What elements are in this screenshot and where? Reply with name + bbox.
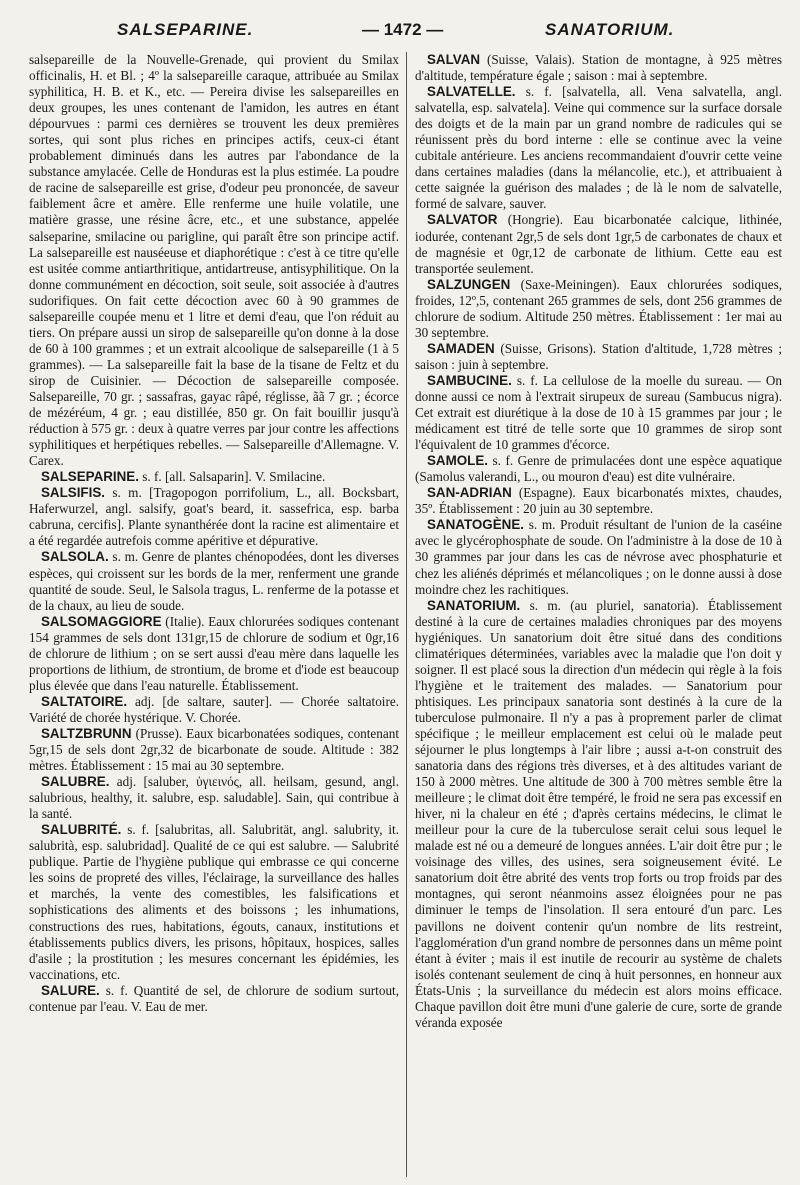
headword: SALSIFIS. [41,485,105,501]
entry-salseparine [29,469,399,485]
entry-text: s. f. Genre de primulacées dont une espèce aquatique (Samolus valerandi, L., ou mouron d'eau) est dite vulnéraire. [415,453,782,485]
headword: SALVAN [427,52,481,67]
entry-text: (Hongrie). Eau bicarbonatée calcique, lithinée, iodurée, contenant 2gr,5 de sels dont 1gr,5 de carbonates de chaux et de magnésie et 0gr,12 de carbonate de lithium. Cette eau est transportée seulement. [415,212,782,276]
entry-salubre [29,774,399,822]
entry-sambucine [415,373,782,453]
entry-saltatoire [29,694,399,726]
entry-text: (Espagne). Eaux bicarbonatés mixtes, chaudes, 35º. Établissement : 20 juin au 30 septembre. [415,485,782,517]
entry-text: s. f. La cellulose de la moelle du sureau. — On donne aussi ce nom à l'extrait sirupeux de sureau (Sambucus nigra). Cet extrait est diurétique à la dose de 10 à 15 grammes par jour ; le médicament est titré de telle sorte que 10 grammes de sirop sont l'équivalent de 10 grammes d'écorce. [415,372,782,453]
entry-sanatogene [415,517,782,597]
entry-salure [29,983,399,1015]
entry-salubrite [29,822,399,982]
headword: SANATOGÈNE. [427,517,524,533]
entry-text: (Italie). Eaux chlorurées sodiques contenant 154 grammes de sels dont 131gr,15 de chlorure de sodium et 0gr,16 de chlorure de lithium ; on se sert aussi d'eau mère dans laquelle les proportions de lithium, de strontium, de brome et d'iode est beaucoup plus élevée que dans l'eau naturelle. Établissement. [29,613,399,693]
entry-san-adrian [415,485,782,517]
running-header [0,20,800,48]
entry-text: (Prusse). Eaux bicarbonatées sodiques, contenant 5gr,15 de sels dont 2gr,32 de bicarbonate de soude. Altitude : 382 mètres. Établissement : 15 mai au 30 septembre. [29,725,399,774]
headword: SAMBUCINE. [427,372,512,388]
entry-salzungen [415,277,782,341]
entry-text: s. m. Produit résultant de l'union de la caséine avec le glycérophosphate de soude. On l'administre à la dose de 10 à 30 grammes par jour dans les cas de névrose avec phosphaturie et chez les aliénés déprimés et mélancoliques ; on le donne aussi à dose moindre chez les rachitiques. [415,517,782,597]
headword: SALVATOR [427,212,498,228]
headword: SALSOLA. [41,549,109,565]
entry-text: s. m. Genre de plantes chénopodées, dont les diverses espèces, qui croissent sur les bords de la mer, renferment une grande quantité de soude. Seul, le Salsola tragus, L. renferme de la potasse et de la chaux, au lieu de soude. [29,549,399,613]
headword: SALZUNGEN [427,276,511,292]
entry-salvan [415,52,782,84]
headword: SAMOLE. [427,453,489,469]
headword: SALSOMAGGIORE [41,613,162,629]
entry-samaden [415,341,782,373]
right-column [415,52,782,1180]
entry-text: s. f. [all. Salsaparin]. V. Smilacine. [138,469,326,485]
entry-sanatorium [415,598,782,1031]
headword: SALTZBRUNN [41,725,132,741]
headword: SALSEPARINE. [41,469,139,485]
entry-text: (Saxe-Meiningen). Eaux chlorurées sodiques, froides, 12º,5, contenant 265 grammes de sels, dont 256 grammes de chlorure de sodium. Altitude 250 mètres. Établissement : 1er mai au 30 septembre. [415,276,782,340]
headword: SALVATELLE. [427,84,516,100]
entry-salvatelle [415,84,782,212]
entry-salsifis [29,485,399,549]
entry-text: (Suisse, Grisons). Station d'altitude, 1,728 mètres ; saison : juin à septembre. [415,340,782,372]
entry-salsomaggiore [29,614,399,694]
entry-text: adj. [saluber, ὑγιεινός, all. heilsam, gesund, angl. salubrious, healthy, it. salubre, esp. saludable]. Sain, qui contribue à la santé. [29,774,399,822]
entry-text: s. m. [Tragopogon porrifolium, L., all. Bocksbart, Haferwurzel, angl. salsify, goat's beard, it. sassefrica, esp. barba cabruna, cercifis]. Plante synanthérée dont la racine est alimentaire et a été regardée autrefois comme apéritive et dépurative. [29,485,399,549]
entry-text: (Suisse, Valais). Station de montagne, à 925 mètres d'altitude, température égale ; saison : mai à septembre. [415,52,782,84]
entry-continuation [29,52,399,469]
headword: SANATORIUM. [427,597,521,613]
header-left-word: SALSEPARINE. [117,20,254,39]
headword: SALTATOIRE. [41,693,128,709]
headword: SALUBRITÉ. [41,822,122,838]
headword: SALURE. [41,982,100,998]
entry-text: adj. [de saltare, sauter]. — Chorée saltatoire. Variété de chorée hystérique. V. Chorée. [29,693,399,725]
entry-text: s. f. Quantité de sel, de chlorure de sodium surtout, contenue par l'eau. V. Eau de mer. [29,982,399,1014]
entry-text: s. m. (au pluriel, sanatoria). Établissement destiné à la cure de certaines maladies chroniques par des moyens hygiéniques. Un sanatorium doit être situé dans des conditions climatériques déterminées, variables avec la maladie que l'on doit y soigner. Il est placé sous la direction d'un médecin qui règle à la fois l'hygiène et le traitement des malades. — Sanatorium pour phtisiques. Les principaux sanatoria sont destinés à la cure de la tuberculose pulmonaire. Il n'y a pas à proprement parler de climat spécifique ; le meilleur emplacement est celui où le malade peut séjourner le plus longtemps à l'air libre ; aussi a-t-on construit des sanatoria dans des régions très diverses, et à des altitudes variant de 150 à 2000 mètres. Une altitude de 300 à 700 mètres semble être la meilleure ; le climat doit être tempéré, le froid ne sera pas excessif en hiver, ni la chaleur en été ; d'après certains médecins, le climat le meilleur pour la cure de la tuberculose serait celui sous lequel le malade est né ou a demeuré de longues années. L'air doit être pur ; le voisinage des villes, des usines, sera soigneusement évité. Le sanatorium doit être abrité des vents trop forts ou trop froids par des montagnes, qui seront néanmoins assez éloignées pour ne pas diminuer le temps de l'insolation. Il sera entouré d'un parc. Les pavillons ne doivent contenir qu'un nombre de lits restreint, l'agglomération d'un grand nombre de personnes dans un même point étant à éviter ; mais il est inutile de recourir au système de chalets isolés contenant seulement de cinq à huit personnes, en honneur aux États-Unis ; la surveillance du médecin est alors moins efficace. Chaque pavillon doit être muni d'une galerie de cure, sorte de grande véranda exposée [415,597,782,1030]
header-right-word: SANATORIUM. [545,20,675,39]
column-divider [406,52,407,1177]
entry-samole [415,453,782,485]
entry-text: s. f. [salvatella, all. Vena salvatella, angl. salvatella, esp. salvatela]. Veine qui commence sur la surface dorsale des doigts et de la main par un grand nombre de radicules qui se réunissent près du bord interne : elle se continue avec la veine cubitale antérieure. Les anciens recommandaient d'ouvrir cette veine dans certaines maladies (dans la mélancolie, etc.), et attribuaient à cette saignée la guérison des malades ; de là le nom de salvatelle, formé de salvare, sauver. [415,84,782,212]
headword: SAMADEN [427,340,495,356]
entry-saltzbrunn [29,726,399,774]
entry-salvator [415,212,782,276]
headword: SAN-ADRIAN [427,485,512,501]
left-column [29,52,399,1180]
entry-text: salsepareille de la Nouvelle-Grenade, qui provient du Smilax officinalis, H. et Bl. ; 4º la salsepareille caraque, attribuée au Smilax syphilitica, H. B. et K., etc. — Pereira divise les salsepareilles en deux groupes, les unes contenant de l'amidon, les autres en étant dépourvues : parmi ces dernières se trouvent les deux premières sortes, qui sont plus riches en principes actifs, ceux-ci étant probablement diminués dans les autres par l'abondance de la substance amylacée. Celle de Honduras est la plus estimée. La poudre de racine de salsepareille est grise, d'odeur peu prononcée, de saveur faiblement âcre et amère. Elle renferme une huile volatile, une matière grasse, une résine âcre, etc., et une substance, appelée salseparine, smilacine ou parigline, qui paraît être son principe actif. La salsepareille est nauséeuse et diaphorétique : c'est à ce titre qu'elle est usitée comme antiarthritique, antidartreuse, antisyphilitique. On la donne communément en décoction, soit seule, soit associée à d'autres sudorifiques. On fait cette décoction avec 60 à 90 grammes de salsepareille coupée menu et 1 litre et demi d'eau, que l'on réduit au tiers. On prépare aussi un sirop de salsepareille qu'on donne à la dose de 60 à 100 grammes ; et un extrait alcoolique de salsepareille (1 à 5 grammes). — La salsepareille fait la base de la tisane de Feltz et du sirop de Cuisinier. — Décoction de salsepareille composée. Salsepareille, 70 gr. ; sassafras, gayac râpé, réglisse, ãã 7 gr. ; écorce de mézéréum, 4 gr. ; eau distillée, 850 gr. On fait bouillir jusqu'à réduction à 575 gr. : deux à quatre verres par jour contre les affections syphilitiques et herpétiques rebelles. — Salsepareille d'Allemagne. V. Carex. [29,52,399,469]
entry-salsola [29,549,399,613]
entry-text: s. f. [salubritas, all. Salubrität, angl. salubrity, it. salubrità, esp. salubridad]. Qualité de ce qui est salubre. — Salubrité publique. Partie de l'hygiène publique qui embrasse ce qui concerne les soins de propreté des villes, l'éclairage, la surveillance des halles et marchés, la vente des comestibles, les falsifications et sophistications des aliments et des boissons ; les inhumations, constructions des rues, habitations, égouts, canaux, institutions et établissements publics divers, les prisons, hôpitaux, hospices, salles d'asile ; la prostitution ; les mesures concernant les épidémies, les vaccinations, etc. [29,822,399,982]
headword: SALUBRE. [41,774,110,790]
page-number: — 1472 — [362,20,444,39]
